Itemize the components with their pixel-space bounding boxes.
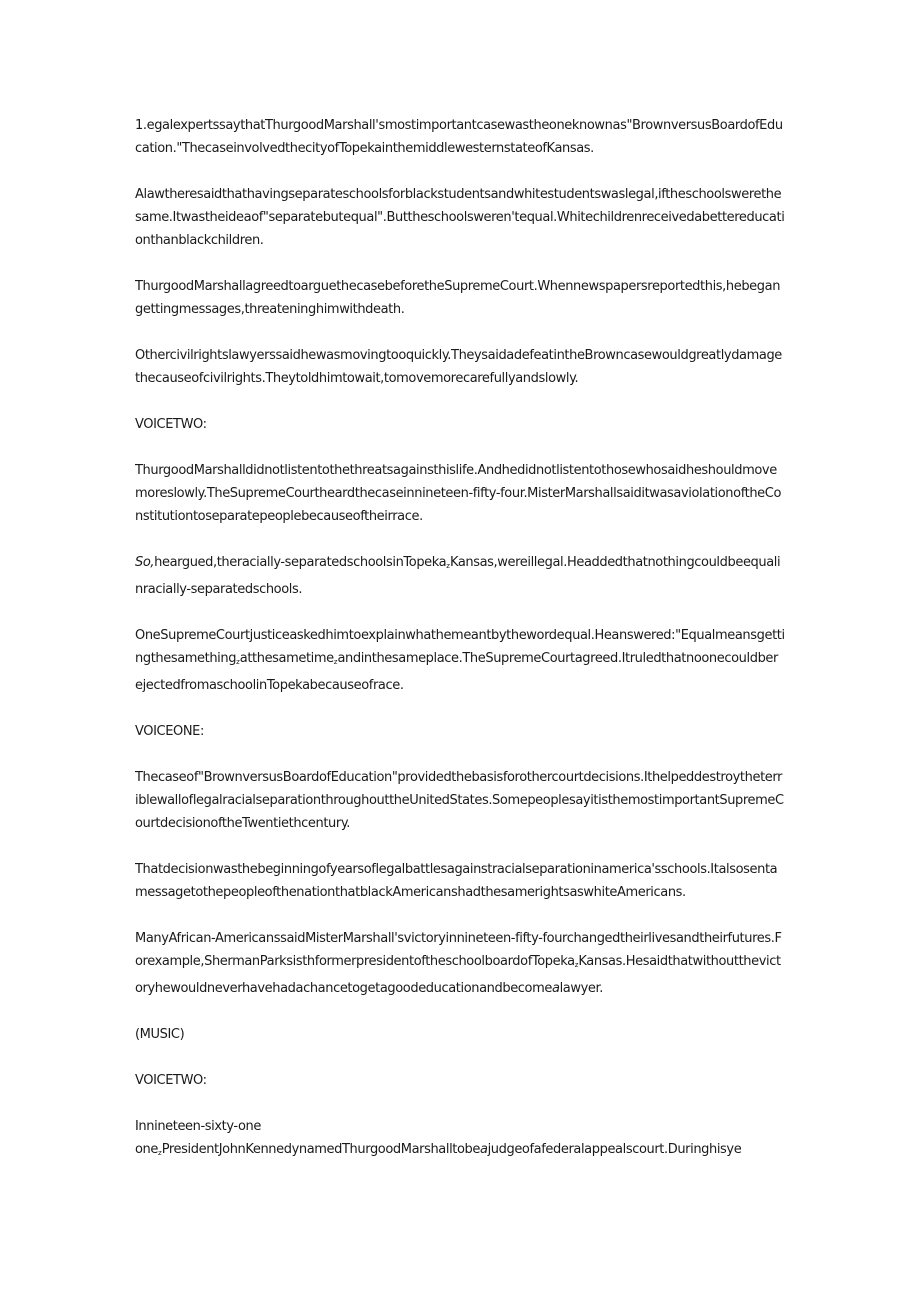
comma-glyph: z (333, 658, 338, 666)
italic-a: a (551, 981, 560, 996)
text-segment: PresidentJohnKennedynamedThurgoodMarshalltobe (161, 1142, 480, 1157)
text-segment: heargued,theracially-separatedschoolsinTopeka (154, 555, 447, 570)
text-segment: Kansas.Hesaidthatwithoutthevictoryhewouldneverhavehadachancetogetagoodeducationandbecome (135, 954, 781, 996)
paragraph-he-argued (135, 551, 785, 601)
text-segment: OneSupremeCourtjusticeaskedhimtoexplainwhathemeantbythewordequal.Heanswered:"Equalmeansgettingthesamething (135, 628, 785, 666)
paragraph-legal-battles: Thatdecisionwasthebeginningofyearsoflegalbattlesagainstracialseparationinamerica'sschools.ItalsosentamessagetothepeopleofthenationthatblackAmericanshadthesamerightsaswhiteAmericans. (135, 862, 778, 900)
text-segment: judgeofafederalappealscourt.Duringhisye (487, 1142, 742, 1157)
paragraph-basis-for-decisions: Thecaseof"BrownversusBoardofEducation"providedthebasisforothercourtdecisions.IthelpeddestroytheterriblewalloflegalracialseparationthroughouttheUnitedStates.SomepeoplesayitisthemostimportantSupremeCourtdecisionoftheTwentiethcentury. (135, 770, 784, 831)
text-segment: Kansas,wereillegal.Headdedthatnothingcouldbeequalinracially-separatedschools. (135, 555, 781, 597)
paragraph-other-lawyers: Othercivilrightslawyerssaidhewasmovingtooquickly.TheysaidadefeatintheBrowncasewouldgreatlydamagethecauseofcivilrights.Theytoldhimtowait,tomovemorecarefullyandslowly. (135, 348, 782, 386)
paragraph-marshall-agreed: ThurgoodMarshallagreedtoarguethecasebeforetheSupremeCourt.Whennewspapersreportedthis,hebegangettingmessages,threateninghimwithdeath. (135, 279, 781, 317)
document-page (135, 114, 785, 1165)
text-segment-one: one (135, 1142, 158, 1157)
text-segment: atthesametime (239, 651, 334, 666)
comma-glyph: z (158, 1149, 162, 1157)
paragraph-equal-means (135, 624, 785, 697)
speaker-label-voice-two-second: VOICETWO: (135, 1073, 207, 1088)
music-cue: (MUSIC) (135, 1027, 185, 1042)
paragraph-kennedy-appointment (135, 1115, 785, 1165)
text-segment: ManyAfrican-AmericanssaidMisterMarshall'svictoryinnineteen-fifty-fourchangedtheirlivesandtheirfutures.Forexample,ShermanParksisthformerpresidentoftheschoolboardofTopeka (135, 931, 782, 969)
paragraph-separate-but-equal: Alawtheresaidthathavingseparateschoolsforblackstudentsandwhitestudentswaslegal,iftheschoolswerethesame.Itwastheideaof"separatebutequal".Buttheschoolsweren'tequal.Whitechildrenreceivedabettereducationthanblackchildren. (135, 187, 785, 248)
text-segment: lawyer. (559, 981, 603, 996)
paragraph-brown-case-intro: 1.egalexpertssaythatThurgoodMarshall'smostimportantcasewastheoneknownas"BrownversusBoardofEducation."ThecaseinvolvedthecityofTopekainthemiddlewesternstateofKansas. (135, 118, 783, 156)
paragraph-court-heard-case: ThurgoodMarshalldidnotlistentothethreatsagainsthislife.Andhedidnotlistentothosewhosaidheshouldmovemoreslowly.TheSupremeCourtheardthecaseinnineteen-fifty-four.MisterMarshallsaiditwasaviolationoftheConstitutiontoseparatepeoplebecauseoftheirrace. (135, 463, 782, 524)
comma-glyph: z (574, 961, 579, 969)
comma-glyph: z (446, 562, 450, 570)
paragraph-sherman-parks (135, 927, 785, 1000)
speaker-label-voice-one: VOICEONE: (135, 724, 204, 739)
text-segment: Innineteen-sixty-one (135, 1119, 261, 1134)
italic-a: a (480, 1142, 488, 1157)
comma-glyph: z (236, 658, 240, 666)
speaker-label-voice-two: VOICETWO: (135, 417, 207, 432)
text-segment: andinthesameplace.TheSupremeCourtagreed.ItruledthatnoonecouldberejectedfromaschoolinTopekabecauseofrace. (135, 651, 778, 693)
italic-so: So, (135, 555, 155, 570)
